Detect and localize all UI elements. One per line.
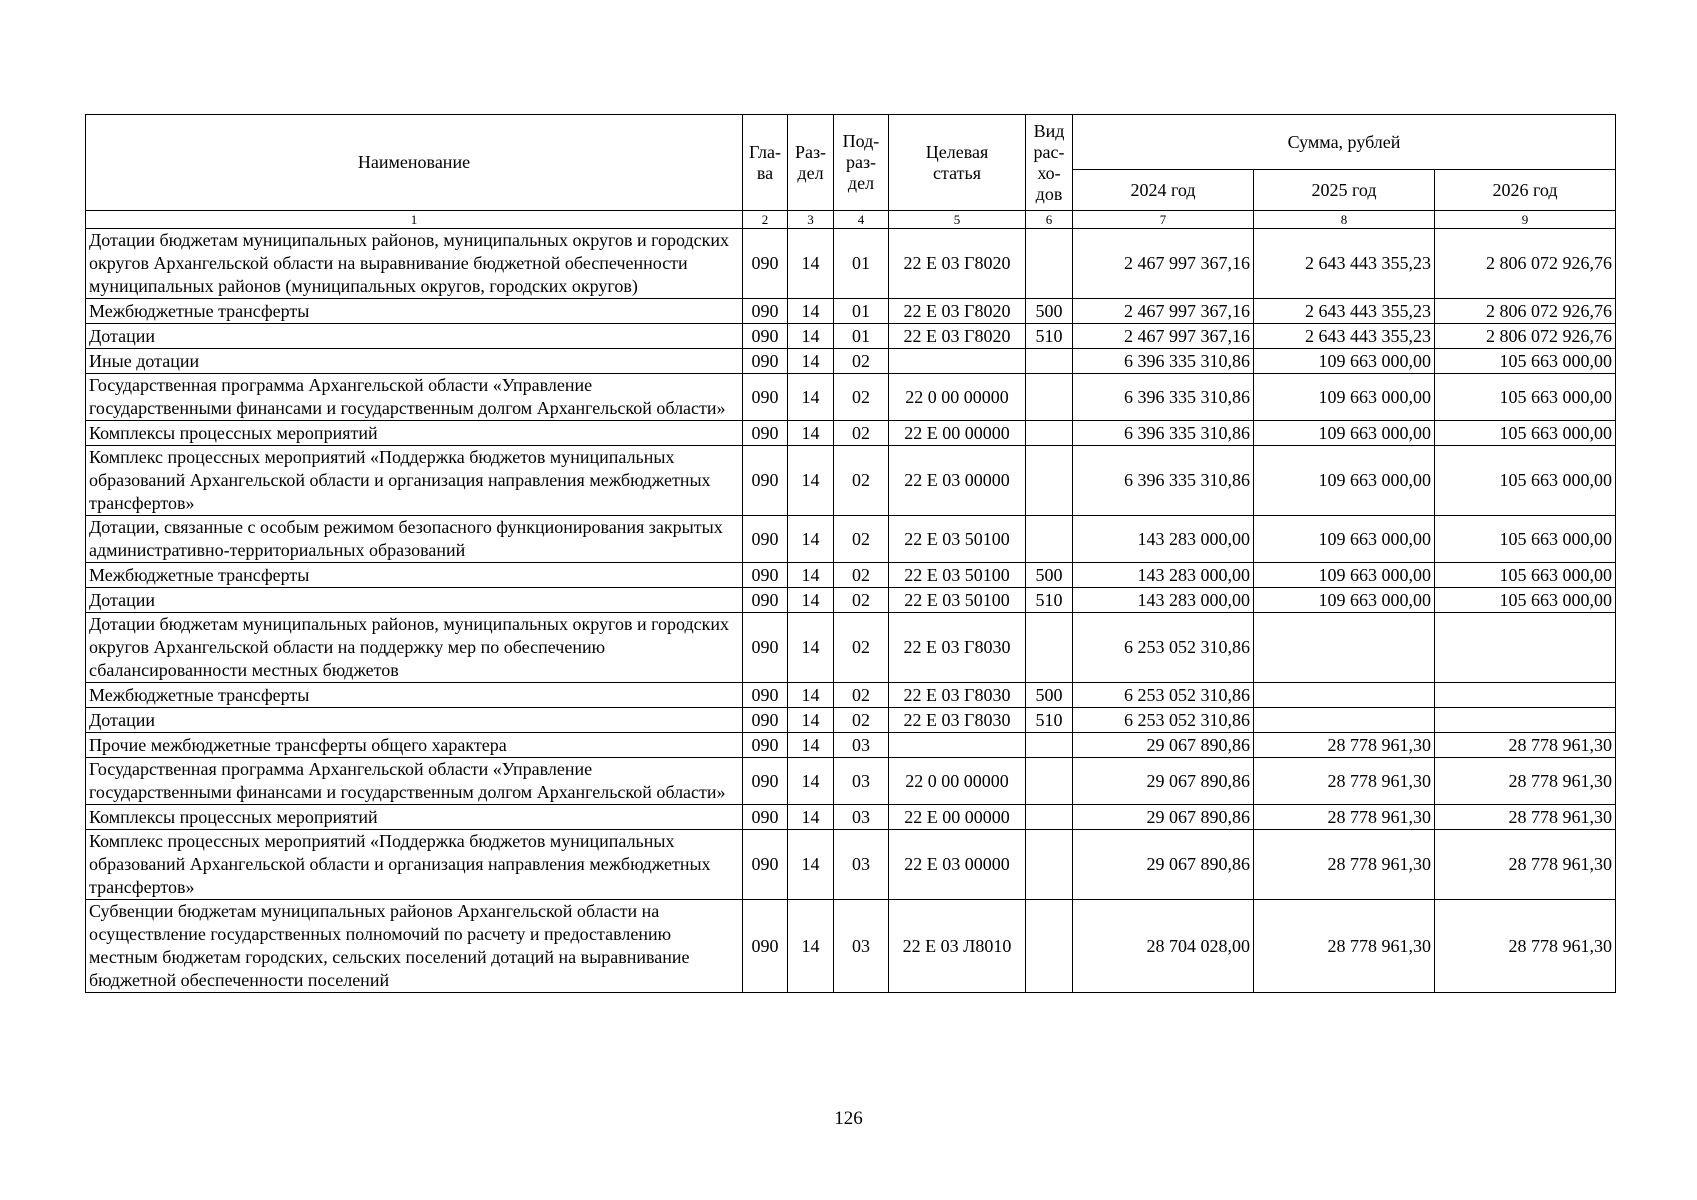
- row-tselevaya: 22 0 00 00000: [889, 758, 1026, 805]
- row-vid: 510: [1026, 708, 1073, 733]
- row-name: Субвенции бюджетам муниципальных районов Архангельской области на осуществление государственных полномочий по расчету и предоставлению местным бюджетам городских, сельских поселений дотаций на выравнивание бюджетной обеспеченности поселений: [86, 900, 743, 993]
- row-podrazdel: 02: [834, 613, 889, 683]
- table-row: [86, 900, 1616, 993]
- col-number: 5: [889, 211, 1026, 229]
- row-vid: 510: [1026, 588, 1073, 613]
- row-podrazdel: 03: [834, 830, 889, 900]
- row-glava: 090: [743, 446, 788, 516]
- row-amount-2026: 105 663 000,00: [1435, 563, 1616, 588]
- row-amount-2024: 6 253 052 310,86: [1073, 613, 1254, 683]
- row-amount-2024: 2 467 997 367,16: [1073, 299, 1254, 324]
- row-vid: [1026, 733, 1073, 758]
- row-glava: 090: [743, 758, 788, 805]
- row-razdel: 14: [788, 299, 834, 324]
- row-amount-2025: 109 663 000,00: [1254, 516, 1435, 563]
- row-amount-2026: 28 778 961,30: [1435, 758, 1616, 805]
- budget-table: [85, 114, 1616, 993]
- row-tselevaya: 22 Е 03 Г8030: [889, 613, 1026, 683]
- row-glava: 090: [743, 683, 788, 708]
- row-podrazdel: 03: [834, 733, 889, 758]
- row-glava: 090: [743, 613, 788, 683]
- row-amount-2025: 109 663 000,00: [1254, 374, 1435, 421]
- row-amount-2025: 109 663 000,00: [1254, 349, 1435, 374]
- row-podrazdel: 03: [834, 758, 889, 805]
- row-amount-2026: 2 806 072 926,76: [1435, 229, 1616, 299]
- row-podrazdel: 02: [834, 421, 889, 446]
- row-name: Межбюджетные трансферты: [86, 563, 743, 588]
- row-vid: 500: [1026, 683, 1073, 708]
- table-row: [86, 830, 1616, 900]
- table-row: [86, 805, 1616, 830]
- row-amount-2025: 28 778 961,30: [1254, 900, 1435, 993]
- table-row: [86, 563, 1616, 588]
- row-podrazdel: 03: [834, 900, 889, 993]
- row-tselevaya: 22 Е 03 Г8020: [889, 229, 1026, 299]
- row-name: Дотации: [86, 324, 743, 349]
- row-razdel: 14: [788, 374, 834, 421]
- row-podrazdel: 02: [834, 374, 889, 421]
- row-amount-2024: 143 283 000,00: [1073, 563, 1254, 588]
- col-number: 3: [788, 211, 834, 229]
- row-amount-2024: 6 396 335 310,86: [1073, 349, 1254, 374]
- row-vid: [1026, 349, 1073, 374]
- row-podrazdel: 02: [834, 563, 889, 588]
- row-vid: [1026, 613, 1073, 683]
- row-amount-2025: [1254, 613, 1435, 683]
- row-amount-2025: 109 663 000,00: [1254, 563, 1435, 588]
- row-tselevaya: 22 Е 03 Г8020: [889, 324, 1026, 349]
- row-glava: 090: [743, 563, 788, 588]
- row-amount-2025: 28 778 961,30: [1254, 733, 1435, 758]
- row-vid: [1026, 446, 1073, 516]
- row-amount-2025: 109 663 000,00: [1254, 446, 1435, 516]
- row-vid: [1026, 229, 1073, 299]
- column-number-row: [86, 211, 1616, 229]
- row-name: Дотации: [86, 708, 743, 733]
- row-amount-2025: 28 778 961,30: [1254, 805, 1435, 830]
- row-tselevaya: [889, 349, 1026, 374]
- table-row: [86, 516, 1616, 563]
- row-amount-2025: 109 663 000,00: [1254, 421, 1435, 446]
- row-name: Комплексы процессных мероприятий: [86, 421, 743, 446]
- table-row: [86, 683, 1616, 708]
- row-tselevaya: 22 Е 03 Г8030: [889, 708, 1026, 733]
- header-glava: Гла- ва: [743, 115, 788, 211]
- row-amount-2026: 105 663 000,00: [1435, 516, 1616, 563]
- table-row: [86, 733, 1616, 758]
- row-amount-2026: 2 806 072 926,76: [1435, 299, 1616, 324]
- row-podrazdel: 02: [834, 683, 889, 708]
- row-amount-2024: 6 396 335 310,86: [1073, 374, 1254, 421]
- row-amount-2024: 28 704 028,00: [1073, 900, 1254, 993]
- col-number: 8: [1254, 211, 1435, 229]
- row-name: Государственная программа Архангельской области «Управление государственными финансами и государственным долгом Архангельской области»: [86, 758, 743, 805]
- row-amount-2025: 28 778 961,30: [1254, 830, 1435, 900]
- row-razdel: 14: [788, 349, 834, 374]
- row-tselevaya: 22 Е 03 00000: [889, 830, 1026, 900]
- row-tselevaya: 22 Е 03 Г8030: [889, 683, 1026, 708]
- row-amount-2026: 105 663 000,00: [1435, 374, 1616, 421]
- table-row: [86, 374, 1616, 421]
- row-tselevaya: 22 Е 03 Л8010: [889, 900, 1026, 993]
- row-name: Дотации: [86, 588, 743, 613]
- row-tselevaya: 22 Е 03 50100: [889, 588, 1026, 613]
- row-amount-2024: 29 067 890,86: [1073, 830, 1254, 900]
- table-row: [86, 421, 1616, 446]
- row-name: Дотации, связанные с особым режимом безопасного функционирования закрытых административно-территориальных образований: [86, 516, 743, 563]
- row-vid: 500: [1026, 299, 1073, 324]
- row-amount-2024: 29 067 890,86: [1073, 758, 1254, 805]
- row-razdel: 14: [788, 446, 834, 516]
- row-name: Комплекс процессных мероприятий «Поддержка бюджетов муниципальных образований Архангельской области и организация направления межбюджетных трансфертов»: [86, 830, 743, 900]
- header-tselevaya: Целевая статья: [889, 115, 1026, 211]
- row-razdel: 14: [788, 588, 834, 613]
- row-amount-2026: 105 663 000,00: [1435, 588, 1616, 613]
- col-number: 4: [834, 211, 889, 229]
- row-vid: [1026, 805, 1073, 830]
- page-number: 126: [834, 1108, 863, 1129]
- row-name: Межбюджетные трансферты: [86, 299, 743, 324]
- row-razdel: 14: [788, 733, 834, 758]
- row-glava: 090: [743, 299, 788, 324]
- row-amount-2025: 2 643 443 355,23: [1254, 324, 1435, 349]
- row-amount-2024: 143 283 000,00: [1073, 588, 1254, 613]
- row-name: Дотации бюджетам муниципальных районов, муниципальных округов и городских округов Архангельской области на выравнивание бюджетной обеспеченности муниципальных районов (муниципальных округов, городских округов): [86, 229, 743, 299]
- row-tselevaya: [889, 733, 1026, 758]
- table-row: [86, 588, 1616, 613]
- row-razdel: 14: [788, 324, 834, 349]
- row-podrazdel: 01: [834, 324, 889, 349]
- row-glava: 090: [743, 516, 788, 563]
- header-vid: Вид рас- хо- дов: [1026, 115, 1073, 211]
- row-vid: [1026, 758, 1073, 805]
- row-razdel: 14: [788, 830, 834, 900]
- header-year-2026: 2026 год: [1435, 170, 1616, 211]
- header-name: Наименование: [86, 115, 743, 211]
- row-tselevaya: 22 Е 03 Г8020: [889, 299, 1026, 324]
- row-name: Прочие межбюджетные трансферты общего характера: [86, 733, 743, 758]
- row-tselevaya: 22 Е 03 00000: [889, 446, 1026, 516]
- row-amount-2026: 28 778 961,30: [1435, 733, 1616, 758]
- header-podrazdel: Под- раз- дел: [834, 115, 889, 211]
- col-number: 9: [1435, 211, 1616, 229]
- table-row: [86, 708, 1616, 733]
- row-vid: [1026, 421, 1073, 446]
- row-vid: [1026, 516, 1073, 563]
- row-glava: 090: [743, 708, 788, 733]
- col-number: 2: [743, 211, 788, 229]
- row-glava: 090: [743, 324, 788, 349]
- row-glava: 090: [743, 374, 788, 421]
- row-amount-2025: [1254, 708, 1435, 733]
- row-glava: 090: [743, 830, 788, 900]
- table-row: [86, 613, 1616, 683]
- row-razdel: 14: [788, 708, 834, 733]
- row-razdel: 14: [788, 613, 834, 683]
- row-vid: [1026, 900, 1073, 993]
- row-razdel: 14: [788, 563, 834, 588]
- table-row: [86, 324, 1616, 349]
- row-glava: 090: [743, 805, 788, 830]
- row-razdel: 14: [788, 900, 834, 993]
- table-row: [86, 299, 1616, 324]
- row-podrazdel: 01: [834, 299, 889, 324]
- col-number: 7: [1073, 211, 1254, 229]
- row-amount-2024: 6 396 335 310,86: [1073, 421, 1254, 446]
- row-name: Комплексы процессных мероприятий: [86, 805, 743, 830]
- row-amount-2024: 6 253 052 310,86: [1073, 708, 1254, 733]
- row-tselevaya: 22 Е 00 00000: [889, 805, 1026, 830]
- row-vid: [1026, 830, 1073, 900]
- row-amount-2026: 105 663 000,00: [1435, 421, 1616, 446]
- row-amount-2024: 6 253 052 310,86: [1073, 683, 1254, 708]
- row-amount-2025: 2 643 443 355,23: [1254, 299, 1435, 324]
- table-row: [86, 446, 1616, 516]
- row-tselevaya: 22 Е 03 50100: [889, 516, 1026, 563]
- col-number: 1: [86, 211, 743, 229]
- row-razdel: 14: [788, 683, 834, 708]
- table-row: [86, 758, 1616, 805]
- header-year-2025: 2025 год: [1254, 170, 1435, 211]
- row-vid: 510: [1026, 324, 1073, 349]
- row-amount-2026: 2 806 072 926,76: [1435, 324, 1616, 349]
- row-podrazdel: 02: [834, 349, 889, 374]
- row-amount-2025: 109 663 000,00: [1254, 588, 1435, 613]
- row-amount-2026: 105 663 000,00: [1435, 349, 1616, 374]
- row-amount-2024: 6 396 335 310,86: [1073, 446, 1254, 516]
- row-razdel: 14: [788, 758, 834, 805]
- col-number: 6: [1026, 211, 1073, 229]
- row-name: Межбюджетные трансферты: [86, 683, 743, 708]
- header-razdel: Раз- дел: [788, 115, 834, 211]
- row-glava: 090: [743, 588, 788, 613]
- row-podrazdel: 02: [834, 446, 889, 516]
- row-amount-2026: 28 778 961,30: [1435, 805, 1616, 830]
- row-name: Комплекс процессных мероприятий «Поддержка бюджетов муниципальных образований Архангельской области и организация направления межбюджетных трансфертов»: [86, 446, 743, 516]
- row-razdel: 14: [788, 516, 834, 563]
- row-amount-2024: 29 067 890,86: [1073, 805, 1254, 830]
- row-amount-2026: 28 778 961,30: [1435, 900, 1616, 993]
- row-razdel: 14: [788, 805, 834, 830]
- row-glava: 090: [743, 421, 788, 446]
- row-tselevaya: 22 Е 03 50100: [889, 563, 1026, 588]
- row-podrazdel: 03: [834, 805, 889, 830]
- row-amount-2026: [1435, 683, 1616, 708]
- row-podrazdel: 01: [834, 229, 889, 299]
- row-razdel: 14: [788, 421, 834, 446]
- row-amount-2026: 28 778 961,30: [1435, 830, 1616, 900]
- row-amount-2026: [1435, 613, 1616, 683]
- row-glava: 090: [743, 229, 788, 299]
- row-name: Государственная программа Архангельской области «Управление государственными финансами и государственным долгом Архангельской области»: [86, 374, 743, 421]
- row-podrazdel: 02: [834, 708, 889, 733]
- row-podrazdel: 02: [834, 516, 889, 563]
- row-amount-2024: 29 067 890,86: [1073, 733, 1254, 758]
- header-year-2024: 2024 год: [1073, 170, 1254, 211]
- row-tselevaya: 22 0 00 00000: [889, 374, 1026, 421]
- row-amount-2024: 143 283 000,00: [1073, 516, 1254, 563]
- row-name: Иные дотации: [86, 349, 743, 374]
- table-row: [86, 229, 1616, 299]
- row-vid: [1026, 374, 1073, 421]
- row-amount-2025: 28 778 961,30: [1254, 758, 1435, 805]
- row-razdel: 14: [788, 229, 834, 299]
- row-amount-2025: [1254, 683, 1435, 708]
- row-amount-2024: 2 467 997 367,16: [1073, 229, 1254, 299]
- table-row: [86, 349, 1616, 374]
- row-amount-2025: 2 643 443 355,23: [1254, 229, 1435, 299]
- row-vid: 500: [1026, 563, 1073, 588]
- row-name: Дотации бюджетам муниципальных районов, муниципальных округов и городских округов Архангельской области на поддержку мер по обеспечению сбалансированности местных бюджетов: [86, 613, 743, 683]
- row-glava: 090: [743, 349, 788, 374]
- row-tselevaya: 22 Е 00 00000: [889, 421, 1026, 446]
- row-glava: 090: [743, 900, 788, 993]
- header-summa: Сумма, рублей: [1073, 115, 1616, 170]
- row-glava: 090: [743, 733, 788, 758]
- row-amount-2026: [1435, 708, 1616, 733]
- row-amount-2026: 105 663 000,00: [1435, 446, 1616, 516]
- row-amount-2024: 2 467 997 367,16: [1073, 324, 1254, 349]
- row-podrazdel: 02: [834, 588, 889, 613]
